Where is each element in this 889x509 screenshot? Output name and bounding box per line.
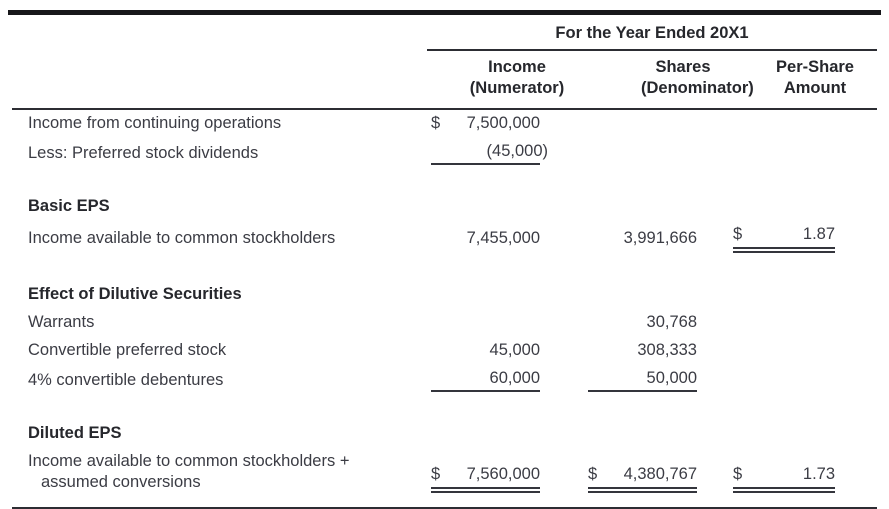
- shares-value: 30,768: [646, 313, 697, 331]
- col-header-pershare-line1: Per-Share: [776, 58, 854, 76]
- income-value: 60,000: [489, 369, 540, 387]
- shares-cell: [575, 221, 725, 257]
- shares-value: 50,000: [646, 369, 697, 387]
- col-header-shares-line1: Shares: [655, 58, 711, 76]
- row-preferred-dividends: [12, 138, 877, 169]
- row-label: 4% convertible debentures: [28, 370, 224, 389]
- section-heading-diluted-eps: Diluted EPS: [28, 424, 122, 442]
- section-gap: [12, 396, 877, 420]
- shares-cell: [575, 448, 725, 498]
- section-heading-basic-eps: Basic EPS: [28, 197, 110, 215]
- col-header-pershare-line2: Amount: [783, 79, 847, 97]
- shares-cell: [575, 365, 725, 396]
- section-gap: [12, 257, 877, 281]
- income-cell: [427, 448, 575, 498]
- dollar-sign: $: [588, 465, 598, 483]
- section-gap: [12, 169, 877, 193]
- shares-value: 3,991,666: [623, 229, 697, 247]
- pershare-cell: [725, 337, 877, 365]
- income-cell: [427, 109, 575, 138]
- year-header-row: [12, 15, 877, 50]
- bottom-border-rule: [12, 503, 877, 508]
- label-column-header-empty: [12, 50, 427, 109]
- row-diluted-eps-section: [12, 420, 877, 448]
- shares-value: 4,380,767: [623, 465, 697, 483]
- row-dilutive-section: [12, 281, 877, 309]
- income-value: 7,560,000: [466, 465, 540, 483]
- col-header-income: [427, 50, 575, 109]
- row-label: Income available to common stockholders: [28, 229, 336, 247]
- income-value: 7,455,000: [466, 229, 540, 247]
- column-header-row: [12, 50, 877, 109]
- year-spanner-header: For the Year Ended 20X1: [427, 15, 877, 50]
- income-cell: [427, 138, 575, 169]
- row-label: [12, 448, 427, 498]
- dollar-sign: $: [733, 465, 743, 483]
- row-label: Less: Preferred stock dividends: [28, 143, 259, 162]
- section-heading-dilutive-securities: Effect of Dilutive Securities: [28, 285, 242, 303]
- dollar-sign: $: [431, 465, 441, 483]
- col-header-shares-line2: (Denominator): [641, 79, 754, 97]
- income-cell: [427, 365, 575, 396]
- income-cell: [427, 337, 575, 365]
- pershare-cell: [725, 365, 877, 396]
- shares-cell: [575, 337, 725, 365]
- dollar-sign: $: [733, 225, 743, 243]
- row-label-line2: assumed conversions: [41, 473, 201, 491]
- income-value: (45,000): [486, 142, 548, 160]
- income-cell: [427, 221, 575, 257]
- income-value: 7,500,000: [466, 114, 540, 132]
- pershare-cell: [725, 448, 877, 498]
- pershare-cell: [725, 309, 877, 337]
- income-cell: [427, 309, 575, 337]
- pershare-cell: [725, 138, 877, 169]
- pershare-cell: [725, 221, 877, 257]
- pershare-value: 1.73: [802, 465, 836, 483]
- shares-cell: [575, 309, 725, 337]
- row-label: Income from continuing operations: [28, 114, 282, 132]
- shares-cell: [575, 138, 725, 169]
- eps-table: [12, 15, 877, 509]
- row-label: Convertible preferred stock: [28, 341, 227, 359]
- dollar-sign: $: [431, 114, 441, 132]
- row-convertible-debentures: [12, 365, 877, 396]
- pershare-value: 1.87: [802, 225, 836, 243]
- shares-cell: [575, 109, 725, 138]
- shares-value: 308,333: [637, 341, 697, 359]
- row-basic-eps: [12, 221, 877, 257]
- col-header-shares: [575, 50, 754, 109]
- spanner-spacer-cell: [12, 15, 427, 50]
- income-value: 45,000: [489, 341, 540, 359]
- col-header-income-line1: Income: [488, 58, 546, 76]
- pershare-cell: [725, 109, 877, 138]
- row-income-continuing-operations: [12, 109, 877, 138]
- row-label-line1: Income available to common stockholders +: [28, 452, 350, 470]
- col-header-income-line2: (Numerator): [469, 79, 565, 97]
- row-warrants: [12, 309, 877, 337]
- row-convertible-preferred: [12, 337, 877, 365]
- row-diluted-eps: [12, 448, 877, 498]
- row-basic-eps-section: [12, 193, 877, 221]
- row-label: Warrants: [28, 313, 95, 331]
